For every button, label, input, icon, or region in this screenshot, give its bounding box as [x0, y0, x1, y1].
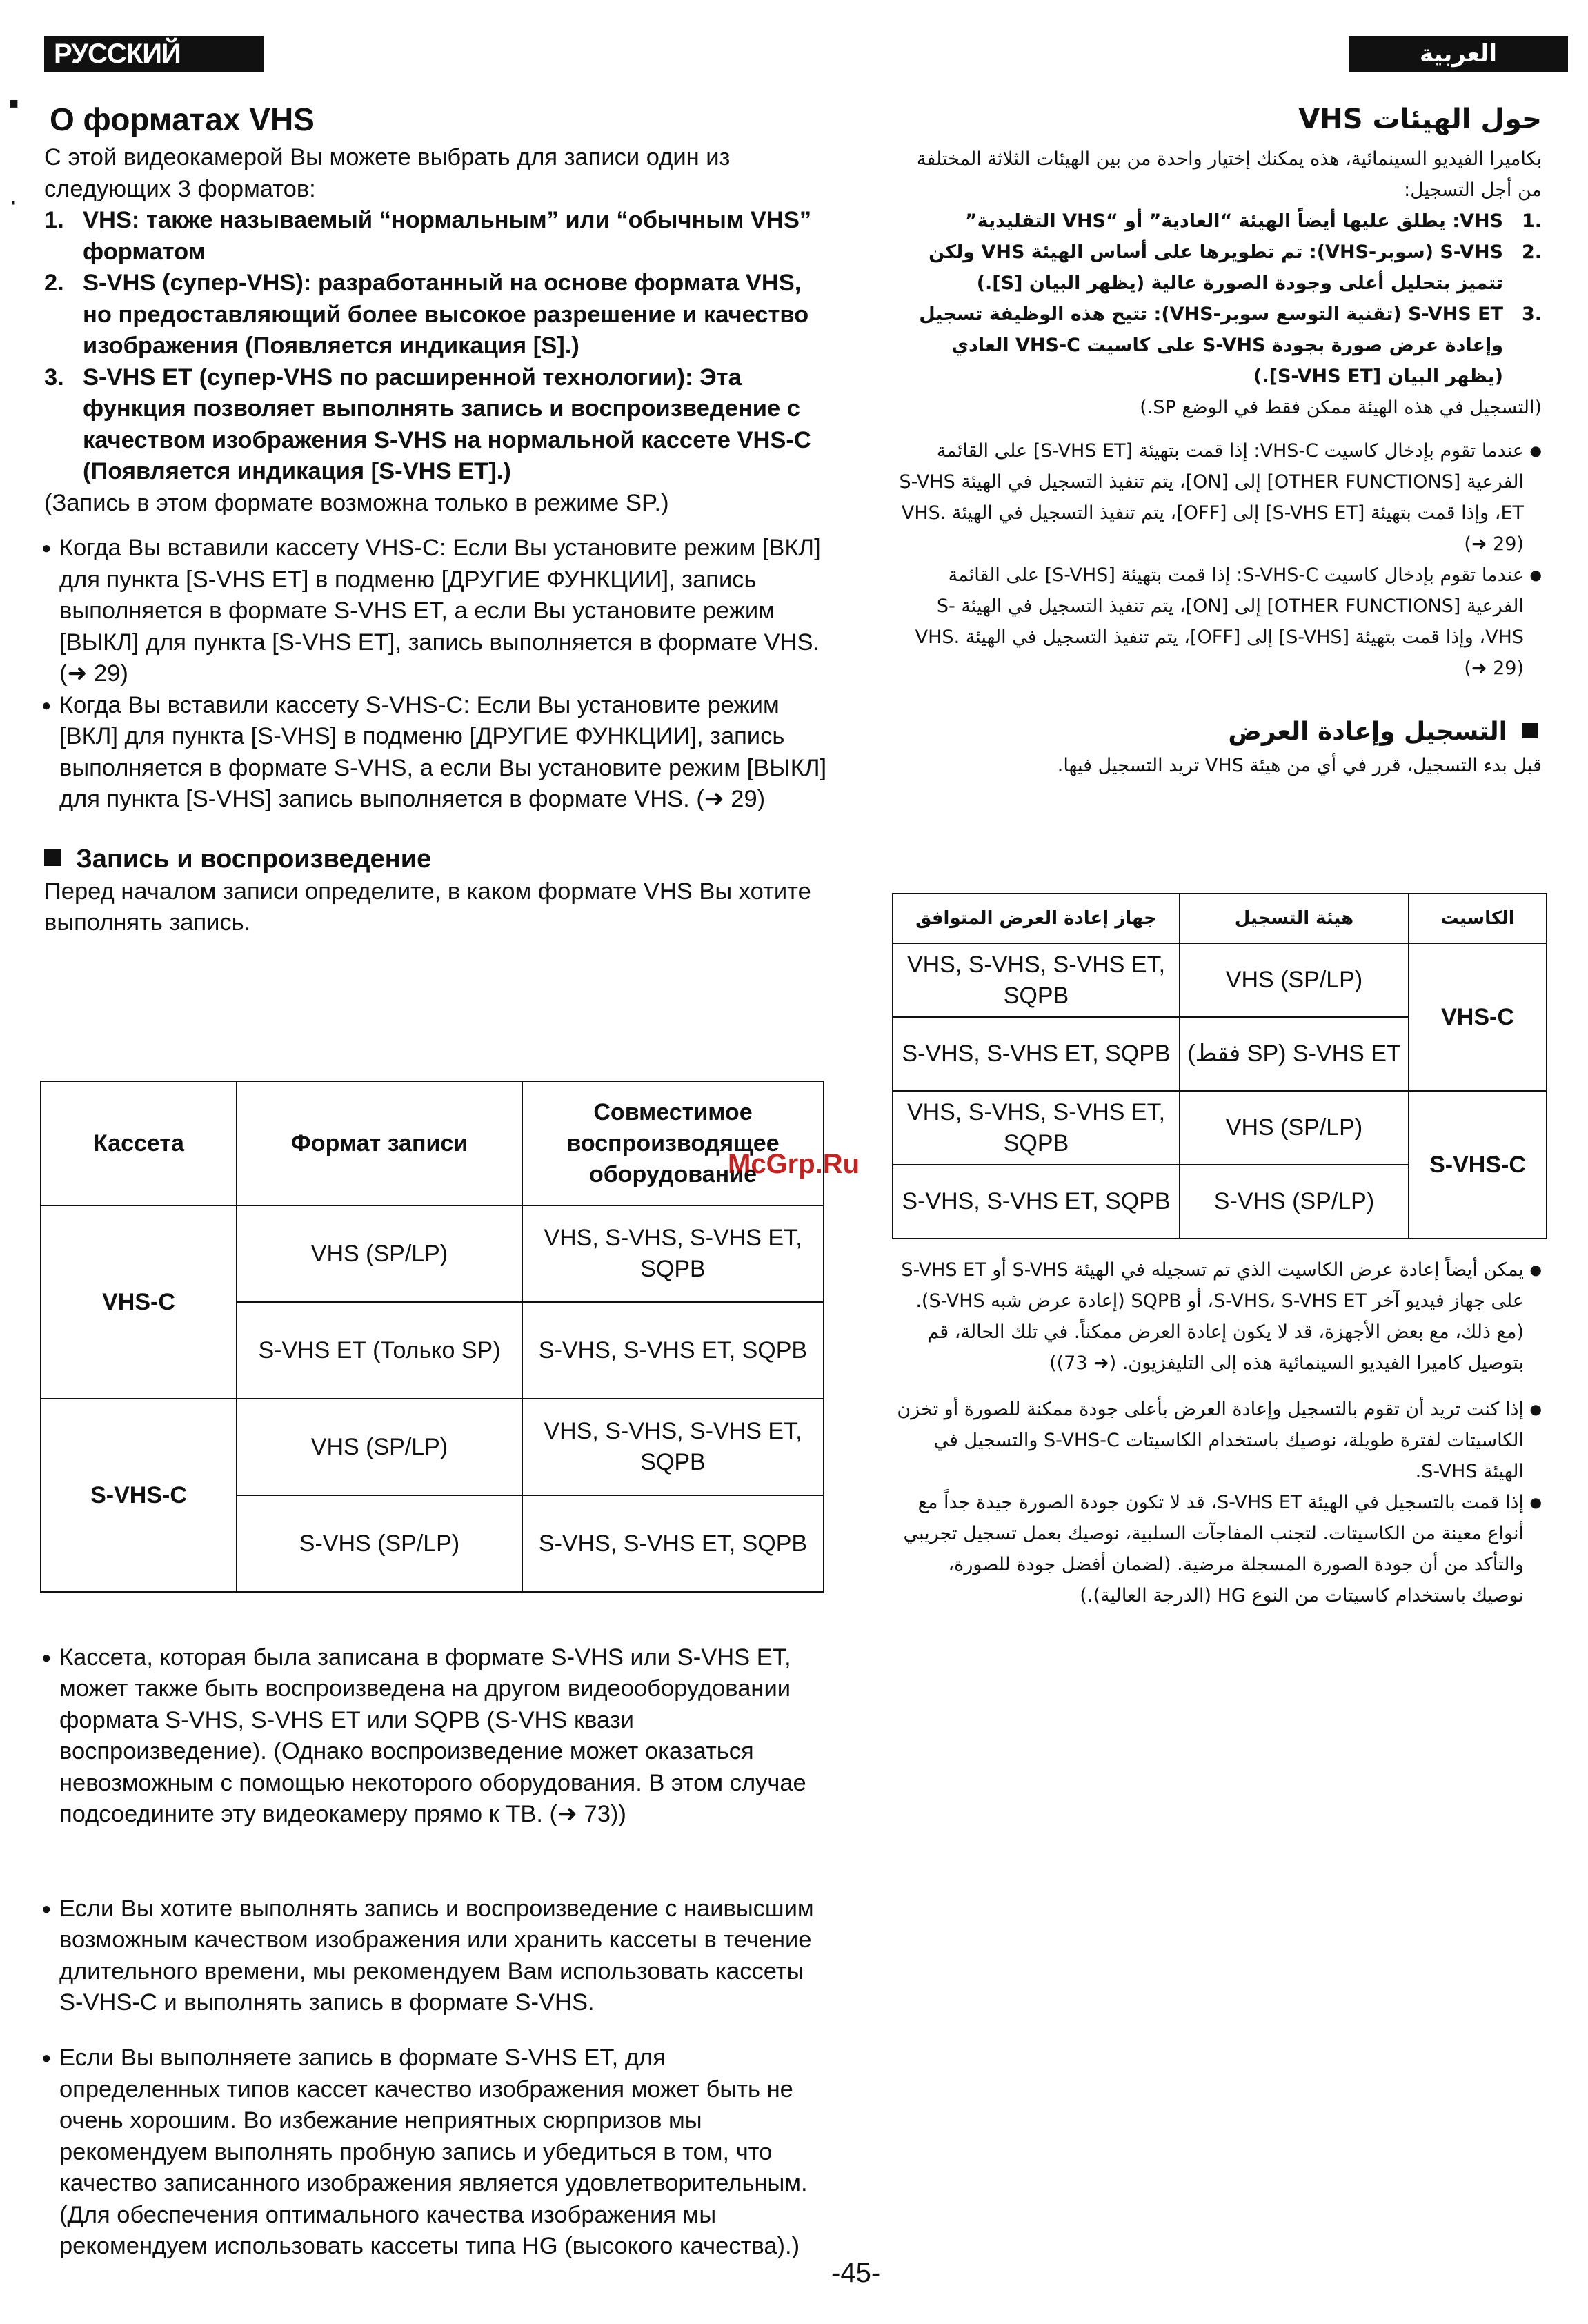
ar-intro: بكاميرا الفيديو السينمائية، هذه يمكنك إختيار واحدة من بين الهيئات الثلاثة المختلفة من أجل التسجيل: — [916, 148, 1542, 201]
table-row — [893, 1091, 1547, 1165]
arabic-language-tab: العربية — [1349, 36, 1568, 72]
ru-bullet-s-vhs-c: ● Когда Вы вставили кассету S-VHS-C: Если Вы установите режим [ВКЛ] для пункта [S-VHS] в подменю [ДРУГИЕ ФУНКЦИИ], запись выполняется в формате S-VHS, а если Вы установите режим [ВЫКЛ] для пункта [S-VHS] запись выполняется в формате VHS. (➜ 29) — [40, 690, 828, 816]
format-cell: VHS (SP/LP) — [237, 1399, 522, 1495]
table-header: Кассета — [41, 1081, 237, 1205]
table-header: جهاز إعادة العرض المتوافق — [893, 894, 1180, 943]
equipment-cell: VHS, S-VHS, S-VHS ET, SQPB — [893, 1091, 1180, 1165]
ru-format-list — [40, 205, 828, 488]
equipment-cell: VHS, S-VHS, S-VHS ET, SQPB — [522, 1205, 824, 1302]
ru-section-heading: Запись и воспроизведение — [40, 842, 828, 876]
format-cell: VHS (SP/LP) — [237, 1205, 522, 1302]
ru-note: ● Если Вы выполняете запись в формате S-VHS ET, для определенных типов кассет качество изображения может быть не очень хорошим. Во избежание неприятных сюрпризов мы рекомендуем выполнять пробную запись и убедиться в том, что качество записанного изображения является удовлетворительным. (Для обеспечения оптимального качества изображения мы рекомендуем использовать кассеты типа HG (высокого качества).) — [40, 2042, 828, 2263]
square-bullet-icon — [44, 849, 61, 866]
square-bullet-icon — [1522, 723, 1538, 738]
table-row — [41, 1205, 824, 1302]
cassette-cell: S-VHS-C — [1409, 1091, 1547, 1239]
table-header-row — [893, 894, 1547, 943]
list-item: 3. S-VHS ET (супер-VHS по расширенной технологии): Эта функция позволяет выполнять запись и воспроизведение с качеством изображения S-VHS на нормальной кассете VHS-C (Появляется индикация [S-VHS ET].) — [44, 364, 811, 484]
format-cell: S-VHS ET (Только SP) — [237, 1302, 522, 1399]
ru-bullet-vhs-c: ● Когда Вы вставили кассету VHS-C: Если Вы установите режим [ВКЛ] для пункта [S-VHS ET] в подменю [ДРУГИЕ ФУНКЦИИ], запись выполняется в формате S-VHS ET, а если Вы установите режим [ВЫКЛ] для пункта [S-VHS ET], запись выполняется в формате VHS. (➜ 29) — [40, 533, 828, 690]
ar-note: ● يمكن أيضاً إعادة عرض الكاسيت الذي تم تسجيله في الهيئة S-VHS أو S-VHS ET على جهاز فيديو آخر S-VHS، S-VHS ET، أو SQPB (إعادة عرض شبه S-VHS). (مع ذلك، مع بعض الأجهزة، قد لا يكون إعادة العرض ممكناً. في تلك الحالة، قم بتوصيل كاميرا الفيديو السينمائية هذه إلى التليفزيون. (➜ 73)) — [897, 1254, 1542, 1379]
russian-column — [40, 90, 828, 939]
watermark: McGrp.Ru — [728, 1149, 860, 1179]
table-row — [893, 943, 1547, 1017]
list-item: 2. S-VHS (супер-VHS): разработанный на основе формата VHS, но предоставляющий более высокое разрешение и качество изображения (Появляется индикация [S].) — [44, 270, 809, 359]
table-header-row — [41, 1081, 824, 1205]
ru-format-table — [40, 1081, 824, 1593]
ar-section-heading: التسجيل وإعادة العرض — [897, 714, 1542, 750]
table-header: Формат записи — [237, 1081, 522, 1205]
ar-sp-note: (التسجيل في هذه الهيئة ممكن فقط في الوضع SP.) — [1140, 397, 1542, 418]
table-header: هيئة التسجيل — [1180, 894, 1409, 943]
format-cell: VHS (SP/LP) — [1180, 1091, 1409, 1165]
format-cell: S-VHS (SP/LP) — [1180, 1165, 1409, 1239]
cassette-cell: S-VHS-C — [41, 1399, 237, 1592]
equipment-cell: S-VHS, S-VHS ET, SQPB — [893, 1165, 1180, 1239]
equipment-cell: S-VHS, S-VHS ET, SQPB — [522, 1302, 824, 1399]
ru-intro: С этой видеокамерой Вы можете выбрать для записи один из следующих 3 форматов: — [44, 144, 731, 202]
margin-mark: · — [8, 184, 19, 218]
ru-note: ● Если Вы хотите выполнять запись и воспроизведение с наивысшим возможным качеством изображения или хранить кассеты в течение длительного времени, мы рекомендуем Вам использовать кассеты S-VHS-C и выполнять запись в формате S-VHS. — [40, 1893, 828, 2019]
arabic-column — [897, 90, 1542, 781]
equipment-cell: VHS, S-VHS, S-VHS ET, SQPB — [522, 1399, 824, 1495]
table-header: Совместимое воспроизводящее оборудование — [522, 1081, 824, 1205]
ru-note: ● Кассета, которая была записана в формате S-VHS или S-VHS ET, может также быть воспроизведена на другом видеооборудовании формата S-VHS, S-VHS ET или SQPB (S-VHS квази воспроизведение). (Однако воспроизведение может оказаться невозможным с помощью некоторого оборудования. В этом случае подсоедините эту видеокамеру прямо к ТВ. (➜ 73)) — [40, 1642, 828, 1831]
table-header: الكاسيت — [1409, 894, 1547, 943]
ar-format-table — [892, 893, 1547, 1239]
list-item: .2 S-VHS (سوبر-VHS): تم تطويرها على أساس الهيئة VHS ولكن تتميز بتحليل أعلى وجودة الصورة عالية (يظهر البيان [S].) — [929, 242, 1542, 294]
ru-notes — [40, 1618, 828, 2286]
ar-bullet-vhs-c: ● عندما تقوم بإدخال كاسيت VHS-C: إذا قمت بتهيئة [S-VHS ET] على القائمة الفرعية [OTHER FUNCTIONS] إلى [ON]، يتم تنفيذ التسجيل في الهيئة S-VHS ET، وإذا قمت بتهيئة [S-VHS ET] إلى [OFF]، يتم تنفيذ التسجيل في الهيئة VHS. (➜ 29) — [897, 435, 1542, 560]
ru-sp-note: (Запись в этом формате возможна только в режиме SP.) — [44, 489, 669, 516]
equipment-cell: S-VHS, S-VHS ET, SQPB — [893, 1017, 1180, 1091]
format-cell: S-VHS (SP/LP) — [237, 1495, 522, 1592]
table-row — [41, 1399, 824, 1495]
list-item: 1. VHS: также называемый “нормальным” или “обычным VHS” форматом — [44, 207, 812, 265]
ar-note: ● إذا قمت بالتسجيل في الهيئة S-VHS ET، قد لا تكون جودة الصورة جيدة جداً مع أنواع معينة من الكاسيتات. لتجنب المفاجآت السلبية، نوصيك بعمل تسجيل تجريبي والتأكد من أن جودة الصورة المسجلة مرضية. (لضمان أفضل جودة للصورة، نوصيك باستخدام كاسيتات من النوع HG (الدرجة العالية).) — [897, 1487, 1542, 1611]
format-cell: S-VHS ET (SP فقط) — [1180, 1017, 1409, 1091]
margin-mark: ▪ — [8, 86, 19, 120]
ar-bullet-s-vhs-c: ● عندما تقوم بإدخال كاسيت S-VHS-C: إذا قمت بتهيئة [S-VHS] على القائمة الفرعية [OTHER FUNCTIONS] إلى [ON]، يتم تنفيذ التسجيل في الهيئة S-VHS، وإذا قمت بتهيئة [S-VHS] إلى [OFF]، يتم تنفيذ التسجيل في الهيئة VHS. (➜ 29) — [897, 560, 1542, 684]
equipment-cell: VHS, S-VHS, S-VHS ET, SQPB — [893, 943, 1180, 1017]
list-item: .3 S-VHS ET (تقنية التوسع سوبر-VHS): تتيح هذه الوظيفة تسجيل وإعادة عرض صورة بجودة S-VHS على كاسيت VHS-C العادي (يظهر البيان [S-VHS ET].) — [919, 304, 1542, 387]
cassette-cell: VHS-C — [1409, 943, 1547, 1091]
ru-page-title: О форматах VHS — [50, 101, 315, 137]
ar-note: ● إذا كنت تريد أن تقوم بالتسجيل وإعادة العرض بأعلى جودة ممكنة للصورة أو تخزن الكاسيتات لفترة طويلة، نوصيك باستخدام الكاسيتات S-VHS-C والتسجيل في الهيئة S-VHS. — [897, 1394, 1542, 1487]
equipment-cell: S-VHS, S-VHS ET, SQPB — [522, 1495, 824, 1592]
format-cell: VHS (SP/LP) — [1180, 943, 1409, 1017]
ar-section-intro: قبل بدء التسجيل، قرر في أي من هيئة VHS تريد التسجيل فيها. — [1057, 755, 1542, 776]
page-number: -45- — [831, 2258, 881, 2288]
list-item: .1 VHS: يطلق عليها أيضاً الهيئة “العادية” أو “VHS التقليدية” — [964, 210, 1542, 232]
russian-language-tab: РУССКИЙ ЯЗЫК — [44, 36, 264, 72]
cassette-cell: VHS-C — [41, 1205, 237, 1399]
ru-section-intro: Перед началом записи определите, в каком формате VHS Вы хотите выполнять запись. — [44, 878, 811, 936]
ar-notes — [897, 1254, 1542, 1611]
ar-page-title: حول الهيئات VHS — [1298, 104, 1542, 135]
